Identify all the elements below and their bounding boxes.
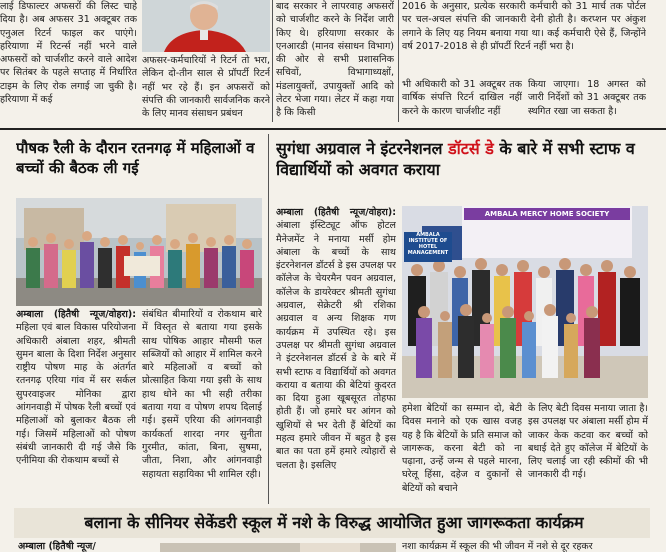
left-story-column-1: अम्बाला (हितैषी न्यूज/वोहरा): महिला एवं बाल विकास परियोजना अधिकारी अंबाला शहर, श्रीमती सुमन बाला के दिशा निर्देश अनुसार राष्ट्रीय पोषण माह के अंतर्गत रतनगढ़ एरिया गांव में सर सर्कल सुपरवाइजर मोनिका द्वारा आंगनवाड़ी में पोषक रैली बच्चों एवं महिलाओं को बुलाकर बैठक ली गई। जिसमें महिलाओं को पोषण संबंधी जानकारी दी गई जैसे कि एनीमिया की रोकथाम बच्चों से: [16, 309, 136, 467]
column-divider: [272, 0, 273, 122]
bottom-story-dateline: अम्बाला (हितैषी न्यूज/: [18, 541, 96, 552]
bottom-photo: [160, 540, 396, 552]
right-story-column-2: हमेशा बेटियों का सम्मान दो, बेटी दिवस मनाने को एक खास वजह यह है कि बेटियों के प्रति समाज को जागरूक, करना बेटी को ना पढ़ाना, उन्हें जन्म से पहले मारना, घरेलू हिंसा, दहेज व दुकानों से बेटियों को बचाने: [402, 403, 522, 494]
mercy-home-sign: AMBALA MERCY HOME SOCIETY: [484, 210, 610, 218]
top-column-3: बाद सरकार ने लापरवाह अफसरों को चार्जशीट करने के निर्देश जारी किए थे। हरियाणा सरकार के एनआरडी (मानव संसाधन विभाग) की ओर से सभी प्रशासनिक सचिवों, विभागाध्यक्षों, मंडलायुक्तों, उपायुक्तों आदि को लेटर भेजा गया। लेटर में कहा गया है कि किसी: [276, 1, 394, 119]
column-divider: [268, 134, 269, 504]
bottom-story-headline: बलाना के सीनियर सेकेंडरी स्कूल में नशे के विरुद्ध आयोजित हुआ जागरूकता कार्यक्रम: [84, 513, 584, 532]
left-story-headline: पौषक रैली के दौरान रतनगढ़ में महिलाओं व बच्चों की बैठक ली गई: [16, 139, 255, 177]
top-column-1: लाई डिफाल्टर अफसरों की लिस्ट चाहे दिया है। अब अफसर 31 अक्टूबर तक एनुअल रिटर्न फाइल कर पाएंगे। हरियाणा में रिटर्न्स नहीं भरने वाले अफसरों को चार्जशीट करने वाले आदेश पर सितंबर के पहले सप्ताह में निर्धारित टाइम के लिए रोक लगाई जा चुकी है। हरियाणा में कई: [0, 1, 137, 106]
section-divider: [0, 128, 666, 130]
column-divider: [398, 0, 399, 122]
right-story-column-3: के लिए बेटी दिवस मनाया जाता है। इस उपलक्ष पर अंबाला मर्सी होम में जाकर केक कटवा कर बच्चों को बधाई देते हुए कॉलेज में बेटियों के लिए चलाई जा रही स्कीमों की भी जानकारी दी गई।: [528, 403, 648, 481]
top-column-4c: किया जाएगा। 18 अगस्त को जारी निर्देशों को 31 अक्टूबर तक स्थगित रखा जा सकता है।: [528, 79, 646, 117]
bottom-story-column-right: नशा कार्यक्रम में स्कूल की भी जीवन में नशे से दूर रहकर: [402, 541, 593, 552]
left-story-column-2: संबंधित बीमारियों व रोकथाम बारे में विस्तृत से बताया गया इसके साथ पोषिक आहार मौसमी फल सब्जियों को आहार में शामिल करने बारे महिलाओं व बच्चों को प्रोत्साहित किया गया इसी के साथ हाथ धोने का भी सही तरीका बताया गया व पोषण शपथ दिलाई गई। इसमें एरिया की आंगनवाड़ी कार्यकर्ता शारदा नगर सुनीता गुरमीत, कांता, बिना, सुषमा, जीता, निशा, और आंगनवाड़ी सहायता सहायिका भी शामिल रही।: [142, 309, 262, 480]
top-portrait-photo: [142, 0, 270, 52]
group-photo: [402, 206, 648, 398]
headline-highlight: डॉटर्स डे: [448, 139, 494, 158]
top-column-4: 2016 के अनुसार, प्रत्येक सरकारी कर्मचारी को 31 मार्च तक पोर्टल पर चल-अचल संपत्ति की जानकारी देनी होती है। करप्शन पर अंकुश लगाने के लिए यह नियम बनाया गया था। कई कर्मचारी ऐसे हैं, जिन्होंने वर्ष 2017-2018 से ही प्रॉपर्टी रिटर्न नहीं भरा है।: [402, 1, 646, 52]
rally-photo: [16, 198, 262, 306]
right-story-dateline: अम्बाला (हितैषी न्यूज/वोहरा):: [276, 207, 396, 218]
right-story-column-1: अम्बाला (हितैषी न्यूज/वोहरा): अंबाला इंस्टिट्यूट ऑफ होटल मैनेजमेंट ने मनाया मर्सी होम अंबाला के बच्चों के साथ इंटरनेशनल डॉटर्स डे इस उपलक्ष पर कॉलेज के चेयरमैन पवन अग्रवाल, कॉलेज के डायरेक्टर श्रीमती सुगंधा अग्रवाल, सेक्रेटरी श्री रशिका अग्रवाल व अन्य शिक्षक गण कार्यक्रम में उपस्थित रहे। इस उपलक्ष पर श्रीमती सुगंधा अग्रवाल ने इंटरनेशनल डॉटर्स डे के बारे में सभी स्टाफ व विद्यार्थियों को अवगत कराया व बताया की बेटियां कुदरत का दिया हुआ खूबसूरत तोहफा होती हैं। जो हमारे घर आंगन को खुशियों से भर देती हैं बेटियों का महत्व हमारे जीवन में बहुत है इस बात का पता हमें हमारे त्योहारों से चलता है। इसलिए: [276, 207, 396, 471]
right-story-headline: सुगंधा अग्रवाल ने इंटरनेशनल डॉटर्स डे के बारे में सभी स्टाफ व विद्यार्थियों को अवगत कराया: [276, 139, 635, 179]
top-column-2: अफसर-कर्मचारियों ने रिटर्न तो भरा, लेकिन दो-तीन साल से प्रॉपर्टी रिटर्न नहीं भर रहे हैं। इन अफसरों को संपत्ति की जानकारी सार्वजनिक करने के लिए मानव संसाधन प्रबंधन: [142, 55, 270, 120]
left-story-dateline: अम्बाला (हितैषी न्यूज/वोहरा):: [16, 309, 136, 320]
top-column-4b: भी अधिकारी को 31 अक्टूबर तक वार्षिक संपत्ति रिटर्न दाखिल नहीं करने के कारण चार्जशीट नहीं: [402, 79, 522, 117]
institute-banner: AMBALA INSTITUTE OF HOTEL MANAGEMENT: [407, 232, 449, 256]
